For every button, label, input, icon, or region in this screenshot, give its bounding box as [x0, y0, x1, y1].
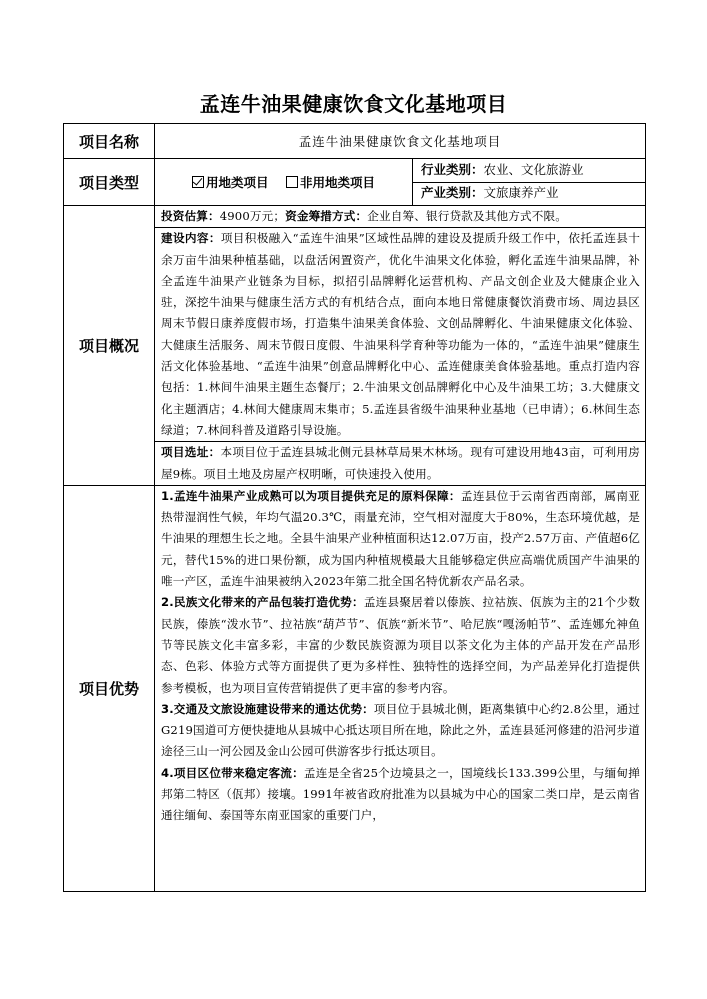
funding-value: 企业自筹、银行贷款及其他方式不限。	[367, 209, 567, 223]
advantage-text: 孟连县位于云南省西南部，属南亚热带湿润性气候，年均气温20.3℃，雨量充沛，空气相对湿度大于80%，生态环境优越，是牛油果的理想生长之地。全县牛油果产业种植面积达12.07万亩，投产2.57万亩、产值超6亿元，替代15%的进口果份额，成为国内种植规模最大且能够稳定供应高端优质国产牛油果的唯一产区，孟连牛油果被纳入2023年第二批全国名特优新农产品名录。	[161, 488, 641, 589]
advantage-heading: 1.孟连牛油果产业成熟可以为项目提供充足的原料保障：	[161, 488, 461, 503]
site-label: 项目选址	[161, 445, 209, 460]
advantage-text: 孟连县聚居着以傣族、拉祜族、佤族为主的21个少数民族，傣族“泼水节”、拉祜族“葫芦节”、佤族“新米节”、哈尼族“嘎汤帕节”、孟连娜允神鱼节等民族文化丰富多彩，丰富的少数民族资源为项目以茶文化为主体的产品开发在产品形态、色彩、体验方式等方面提供了更为多样性、独特性的选择空间，为产品差异化打造提供参考模板，也为项目宣传营销提供了更丰富的参考内容。	[161, 595, 641, 695]
construction-block: 建设内容：项目积极融入“孟连牛油果”区域性品牌的建设及提质升级工作中，依托孟连县十余万亩牛油果种植基础，以盘活闲置资产，优化牛油果文化体验，孵化孟连牛油果品牌，补全孟连牛油果产业链条为目标，拟招引品牌孵化运营机构、产品文创企业及大健康企业入驻，深挖牛油果与健康生活方式的有机结合点，面向本地日常健康餐饮消费市场、周边县区周末节假日康养度假市场，打造集牛油果美食体验、文创品牌孵化、牛油果健康文化体验、大健康生活服务、周末节假日度假、牛油果科学育种等功能为一体的，“孟连牛油果”健康生活文化体验基地、“孟连牛油果”创意品牌孵化中心、孟连健康美食体验基地。重点打造内容包括：1.林间牛油果主题生态餐厅；2.牛油果文创品牌孵化中心及牛油果工坊；3.大健康文化主题酒店；4.林间大健康周末集市；5.孟连县省级牛油果种业基地（已申请）；6.林间生态绿道；7.林间科普及道路引导设施。	[155, 227, 645, 441]
funding-label: 资金筹措方式	[285, 209, 356, 223]
advantage-item	[155, 763, 645, 827]
overview-content	[155, 206, 646, 486]
option-land: 用地类项目	[206, 175, 269, 190]
advantage-item	[155, 592, 645, 698]
industry-category: 行业类别：农业、文化旅游业	[421, 161, 584, 177]
project-table	[63, 123, 646, 892]
advantage-item	[155, 699, 645, 763]
project-name-label: 项目名称	[64, 124, 155, 159]
project-type-label: 项目类型	[64, 159, 155, 206]
row-project-type	[64, 159, 646, 206]
overview-label: 项目概况	[64, 206, 155, 486]
advantages-label: 项目优势	[64, 485, 155, 891]
unchecked-box-icon	[286, 176, 298, 188]
industry-value: 农业、文化旅游业	[483, 161, 584, 177]
product-value: 文旅康养产业	[483, 184, 559, 200]
category-cell	[413, 159, 646, 206]
investment-line: 投资估算：4900万元；资金筹措方式：企业自筹、银行贷款及其他方式不限。	[161, 209, 567, 223]
product-label: 产业类别	[421, 184, 472, 200]
checked-box-icon	[192, 176, 204, 188]
investment-label: 投资估算	[161, 209, 208, 223]
construction-value: 项目积极融入“孟连牛油果”区域性品牌的建设及提质升级工作中，依托孟连县十余万亩牛油果种植基础，以盘活闲置资产，优化牛油果文化体验，孵化孟连牛油果品牌，补全孟连牛油果产业链条为目标，拟招引品牌孵化运营机构、产品文创企业及大健康企业入驻，深挖牛油果与健康生活方式的有机结合点，面向本地日常健康餐饮消费市场、周边县区周末节假日康养度假市场，打造集牛油果美食体验、文创品牌孵化、牛油果健康文化体验、大健康生活服务、周末节假日度假、牛油果科学育种等功能为一体的，“孟连牛油果”健康生活文化体验基地、“孟连牛油果”创意品牌孵化中心、孟连健康美食体验基地。重点打造内容包括：1.林间牛油果主题生态餐厅；2.牛油果文创品牌孵化中心及牛油果工坊；3.大健康文化主题酒店；4.林间大健康周末集市；5.孟连县省级牛油果种业基地（已申请）；6.林间生态绿道；7.林间科普及道路引导设施。	[161, 231, 641, 437]
site-block: 项目选址：本项目位于孟连县城北侧元县林草局果木林场。现有可建设用地43亩，可利用房屋9栋。项目土地及房屋产权明晰，可快速投入使用。	[155, 441, 645, 485]
construction-label: 建设内容	[161, 231, 209, 246]
investment-value: 4900万元；	[219, 209, 286, 223]
advantage-text: 孟连是全省25个边境县之一，国境线长133.399公里，与缅甸掸邦第二特区（佤邦）接壤。1991年被省政府批准为以县城为中心的国家二类口岸，是云南省通往缅甸、泰国等东南亚国家的重要门户，	[161, 765, 641, 823]
row-project-name	[64, 124, 646, 159]
site-value: 本项目位于孟连县城北侧元县林草局果木林场。现有可建设用地43亩，可利用房屋9栋。项目土地及房屋产权明晰，可快速投入使用。	[161, 445, 641, 481]
page-title: 孟连牛油果健康饮食文化基地项目	[199, 92, 508, 116]
advantage-heading: 4.项目区位带来稳定客流：	[161, 765, 304, 780]
row-advantages	[64, 485, 646, 891]
industry-label: 行业类别	[421, 161, 472, 177]
product-category: 产业类别：文旅康养产业	[413, 182, 645, 205]
row-overview	[64, 206, 646, 486]
project-type-options	[155, 159, 413, 206]
advantage-heading: 2.民族文化带来的产品包装打造优势：	[161, 595, 364, 610]
advantage-item	[155, 486, 645, 592]
advantage-heading: 3.交通及文旅设施建设带来的通达优势：	[161, 701, 374, 716]
advantages-content	[155, 485, 646, 891]
option-nonland: 非用地类项目	[299, 175, 375, 190]
advantage-text: 项目位于县城北侧，距离集镇中心约2.8公里，通过G219国道可方便快捷地从县城中心抵达项目所在地，除此之外，孟连县延河修建的沿河步道途径三山一河公园及金山公园可供游客步行抵达项目。	[161, 701, 641, 759]
project-name-value: 孟连牛油果健康饮食文化基地项目	[155, 124, 646, 159]
